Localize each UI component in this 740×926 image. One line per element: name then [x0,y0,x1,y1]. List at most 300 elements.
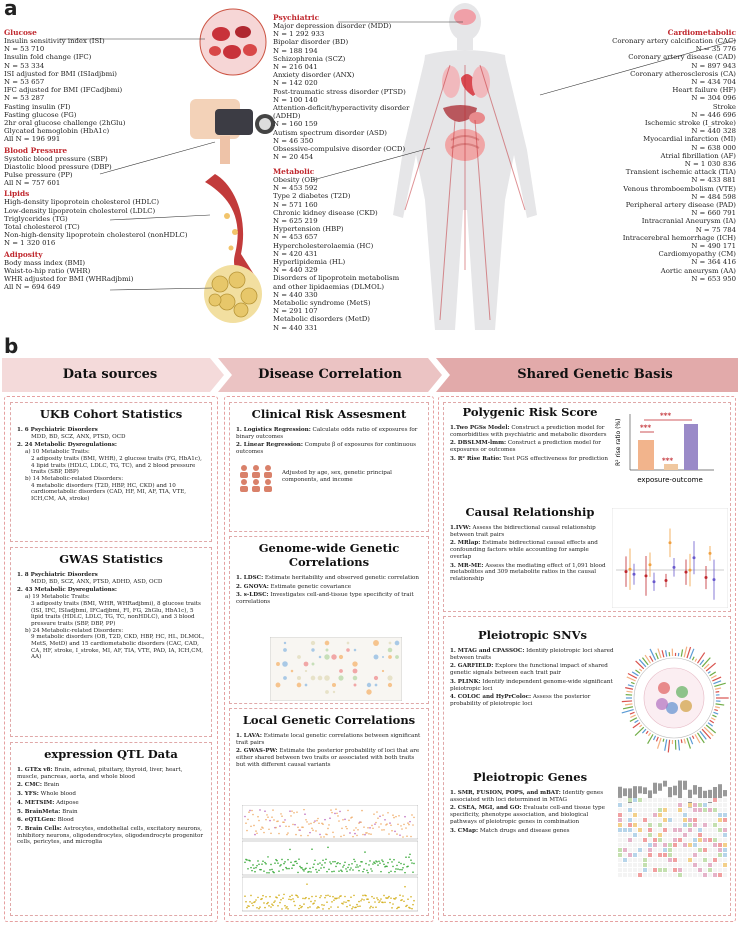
people-icon [236,462,276,492]
gene-cell [698,838,702,842]
manhattan-point [363,826,365,828]
adjust-note-row [236,462,422,492]
manhattan-point [281,859,283,861]
text-line: N = 446 696 [691,110,736,119]
gene-cell [648,798,652,802]
manhattan-point [343,864,345,866]
section-lines [450,525,610,583]
manhattan-point [395,897,397,899]
circos-tick [708,723,713,726]
manhattan-point [283,821,285,823]
manhattan-point [287,859,289,861]
text-line: 2. Linear Regression: Compute β of exposures for continuous outcomes [236,442,416,456]
manhattan-point [383,829,385,831]
gene-cell [663,838,667,842]
heatmap-dot [353,676,358,681]
gene-cell [713,828,717,832]
text-line: N = 653 950 [691,274,736,283]
manhattan-point [333,899,335,901]
circos-tick [716,704,725,705]
gene-cell [643,868,647,872]
gene-cell [678,873,682,877]
text-line: 9 metabolic disorders (OB, T2D, CKD, HBP, HC, HL, DLMOL, MetS, MetD) and 15 cardiometabolic disorders (CAC, CAD, CA, HF, stroke, I_stroke, MI, AF, TIA, VTE, PAD, IA, ICH,CM, AA) [31,634,205,661]
manhattan-point [309,868,311,870]
section-lines [236,733,422,769]
manhattan-point [266,814,268,816]
text-line: N = 638 000 [691,143,736,152]
group-lines [273,176,433,332]
gene-cell [653,843,657,847]
section-title: Causal Relationship [465,505,595,519]
gene-cell [723,828,727,832]
manhattan-point [333,871,335,873]
gene-cell [678,833,682,837]
gene-cell [638,818,642,822]
heatmap-dot [339,655,343,659]
gene-cell [718,813,722,817]
heatmap-dot [382,670,384,672]
manhattan-point [256,832,258,834]
gene-bar [683,781,687,790]
text-line: N = 53 657 [4,78,45,87]
circos-tick [702,729,711,739]
heatmap-dot [375,684,378,687]
text-line: N = 625 219 [273,217,318,226]
heatmap-dot [339,669,343,673]
heatmap-dot [324,675,330,681]
gene-cell [648,873,652,877]
text-line: Body mass index (BMI) [4,258,86,267]
heatmap-bg [270,637,402,701]
manhattan-point [293,812,295,814]
manhattan-point [327,828,329,830]
manhattan-point [389,902,391,904]
text-line: Fasting insulin (FI) [4,102,71,111]
gene-cell [638,863,642,867]
text-line: 1. GTEx v8: Brain, adrenal, pituitary, thyroid, liver, heart, muscle, pancreas, aorta, and whole blood [17,767,183,780]
manhattan-point [287,908,289,910]
gene-cell [678,798,682,802]
gene-cell [698,808,702,812]
manhattan-point [358,901,360,903]
gene-cell [663,798,667,802]
text-line: 3. YFS: Whole blood [17,791,76,798]
gene-cell [713,873,717,877]
gene-cell [623,838,627,842]
manhattan-point [262,895,264,897]
manhattan-point [314,859,316,861]
gene-cell [713,858,717,862]
manhattan-point [319,834,321,836]
prs-xlabel: exposure-outcome [637,476,703,484]
gene-cell [713,818,717,822]
manhattan-point [379,862,381,864]
manhattan-point [392,814,394,816]
manhattan-point [303,870,305,872]
gene-cell [678,843,682,847]
text-line: N = 571 160 [273,200,318,209]
manhattan-point [330,906,332,908]
manhattan-point [251,870,253,872]
manhattan-point [308,898,310,900]
manhattan-point [374,823,376,825]
manhattan-point [400,825,402,827]
group-lines [560,37,736,283]
gene-cell [618,838,622,842]
manhattan-point [311,848,313,850]
gene-cell [658,838,662,842]
text-line: N = 420 431 [273,249,318,258]
text-line: Triglycerides (TG) [4,214,68,223]
manhattan-point [277,905,279,907]
gene-cell [683,868,687,872]
text-line: All N = 196 991 [4,135,61,144]
gene-cell [618,853,622,857]
gene-cell [633,848,637,852]
text-line: N = 440 328 [691,127,736,136]
manhattan-point [246,907,248,909]
manhattan-point [261,863,263,865]
gene-cell [673,818,677,822]
gene-cell [648,858,652,862]
text-line: Type 2 diabetes (T2D) [273,192,351,201]
text-line: 5. BrainMeta: Brain [17,808,78,815]
circos-node [676,686,688,698]
manhattan-point [353,895,355,897]
manhattan-point [318,869,320,871]
manhattan-point [404,816,406,818]
manhattan-point [376,861,378,863]
manhattan-point [277,820,279,822]
manhattan-panel [242,805,418,839]
text-line: N = 484 598 [691,192,736,201]
circos-tick [630,718,637,722]
gene-cell [653,798,657,802]
gene-cell [683,858,687,862]
manhattan-point [248,905,250,907]
manhattan-point [384,819,386,821]
manhattan-point [293,864,295,866]
manhattan-point [388,833,390,835]
manhattan-point [279,902,281,904]
text-line: Post-traumatic stress disorder (PTSD) [273,87,406,96]
manhattan-point [257,860,259,862]
gene-cell [618,843,622,847]
heatmap-dot [354,684,357,687]
text-line: Ischemic stroke (I_stroke) [644,119,736,128]
manhattan-point [394,831,396,833]
manhattan-point [303,809,305,811]
manhattan-point [409,907,411,909]
gene-cell [658,803,662,807]
manhattan-point [345,868,347,870]
manhattan-point [322,823,324,825]
section-title: Polygenic Risk Score [462,405,598,419]
gene-cell [703,873,707,877]
gene-cell [698,803,702,807]
causal-section [450,505,610,583]
gene-cell [618,873,622,877]
manhattan-point [366,832,368,834]
gene-cell [718,843,722,847]
circos-tick [658,738,662,749]
prs-star-3: *** [662,456,673,465]
heatmap-dot [374,676,378,680]
manhattan-point [322,860,324,862]
circos-tick [658,649,661,658]
manhattan-point [272,905,274,907]
manhattan-point [314,900,316,902]
manhattan-point [311,896,313,898]
manhattan-point [323,867,325,869]
manhattan-point [332,896,334,898]
manhattan-point [248,811,250,813]
gene-cell [643,853,647,857]
manhattan-point [337,862,339,864]
gene-cell [673,798,677,802]
manhattan-point [267,856,269,858]
forest-point [713,578,716,581]
gene-cell [668,833,672,837]
text-line: N = 434 704 [691,78,736,87]
gene-cell [723,863,727,867]
manhattan-point [328,824,330,826]
section-title: UKB Cohort Statistics [39,407,183,421]
text-line: Coronary artery calcification (CAC) [612,37,736,45]
manhattan-point [288,826,290,828]
gene-cell [668,803,672,807]
manhattan-point [359,865,361,867]
gene-cell [663,803,667,807]
gene-cell [723,808,727,812]
manhattan-point [357,866,359,868]
gene-cell [718,868,722,872]
gene-cell [678,828,682,832]
manhattan-point [244,816,246,818]
gene-cell [678,863,682,867]
manhattan-point [250,825,252,827]
circos-tick [622,701,632,702]
gene-cell [653,858,657,862]
gene-cell [618,848,622,852]
gene-cell [623,843,627,847]
text-line: 4 metabolic disorders (T2D, HBP, HC, CKD) and 10 cardiometabolic disorders (CAD, HF, MI, AF, TIA, VTE, ICH,CM, AA, stroke) [31,482,187,503]
manhattan-point [379,815,381,817]
manhattan-point [288,868,290,870]
manhattan-point [245,901,247,903]
gene-cell [708,833,712,837]
text-line: 1. LAVA: Estimate local genetic correlations between significant trait pairs [236,733,421,746]
circos-tick [656,653,659,659]
manhattan-point [292,824,294,826]
manhattan-point [319,862,321,864]
manhattan-point [367,898,369,900]
manhattan-point [313,863,315,865]
manhattan-point [379,900,381,902]
manhattan-point [251,810,253,812]
group-title: Glucose [4,28,37,37]
gene-matrix-thumbnail [614,774,730,882]
text-line: MDD, BD, SCZ, ANX, PTSD, ADHD, ASD, OCD [31,578,163,585]
text-line: Hyperlipidemia (HL) [273,258,346,267]
header-shared-genetic-basis: Shared Genetic Basis [517,367,673,382]
circos-tick [714,683,725,686]
gene-cell [638,813,642,817]
manhattan-point [314,820,316,822]
prs-bar-3 [684,424,698,470]
manhattan-point [275,827,277,829]
manhattan-point [247,819,249,821]
gene-cell [678,808,682,812]
gene-cell [688,843,692,847]
text-line: All N = 757 601 [4,179,61,188]
text-line: ISI adjusted for BMI (ISIadjbmi) [4,69,117,78]
gene-cell [648,838,652,842]
gene-cell [678,823,682,827]
gene-cell [633,843,637,847]
gene-bar [638,786,642,793]
manhattan-point [345,901,347,903]
manhattan-point [391,907,393,909]
gene-cell [693,868,697,872]
manhattan-point [246,830,248,832]
manhattan-point [413,817,415,819]
gene-cell [708,823,712,827]
gene-cell [688,808,692,812]
manhattan-point [252,814,254,816]
group-title: Blood Pressure [4,145,68,155]
gene-cell [708,838,712,842]
text-line: 1. 8 Psychiatric Disorders [17,572,98,578]
manhattan-point [316,820,318,822]
manhattan-point [253,867,255,869]
gene-cell [623,863,627,867]
manhattan-point [390,870,392,872]
heatmap-dot [312,663,315,666]
gene-cell [668,843,672,847]
text-line: 2. GWAS-PW: Estimate the posterior probability of loci that are either shared between two traits or associated with both traits but with different causal variants [236,748,420,768]
text-line: Aortic aneurysm (AA) [660,266,736,275]
text-line: 2. CMC: Brain [17,782,60,789]
circos-tick [630,712,635,714]
gene-bar [693,785,697,794]
circos-tick [695,659,697,662]
gene-cell [628,843,632,847]
manhattan-point [335,808,337,810]
text-line: 6. eQTLGen: Blood [17,817,74,824]
circos-tick [712,715,716,717]
gene-cell [713,853,717,857]
manhattan-point [349,832,351,834]
heatmap-dot [366,689,371,694]
manhattan-point [306,883,308,885]
gene-cell [688,833,692,837]
gene-cell [713,833,717,837]
manhattan-point [269,820,271,822]
gene-cell [698,818,702,822]
gene-bar [713,787,717,798]
manhattan-point [315,830,317,832]
section-lines [236,427,422,456]
manhattan-point [294,824,296,826]
gene-cell [673,853,677,857]
manhattan-point [403,900,405,902]
manhattan-point [404,886,406,888]
gene-cell [628,813,632,817]
manhattan-point [306,821,308,823]
gene-cell [623,828,627,832]
gene-cell [668,853,672,857]
circos-tick [646,731,648,734]
gene-cell [653,828,657,832]
manhattan-point [367,872,369,874]
manhattan-point [335,866,337,868]
manhattan-point [340,895,342,897]
gene-cell [678,838,682,842]
gene-bar [618,787,622,798]
manhattan-point [284,861,286,863]
text-line: IFC adjusted for BMI (IFCadjbmi) [4,86,123,95]
circos-tick [628,685,634,687]
section-title: Genome-wide Genetic Correlations [258,541,400,569]
gene-cell [678,818,682,822]
manhattan-point [410,836,412,838]
manhattan-point [312,867,314,869]
text-line: 4. COLOC and HyPrColoc: Assess the posterior probability of pleiotropic loci [450,694,591,707]
heatmap-dot [305,684,308,687]
manhattan-point [407,866,409,868]
circos-tick [635,727,644,735]
manhattan-point [393,859,395,861]
manhattan-point [368,902,370,904]
gene-cell [718,828,722,832]
gene-cell [673,863,677,867]
gene-cell [713,823,717,827]
manhattan-point [266,872,268,874]
gene-cell [648,833,652,837]
panel-b-label: b [4,334,19,358]
text-line: Schizophrenia (SCZ) [273,54,346,63]
manhattan-point [263,870,265,872]
manhattan-point [326,871,328,873]
manhattan-point [351,908,353,910]
manhattan-point [410,859,412,861]
gene-cell [683,833,687,837]
manhattan-point [338,820,340,822]
text-line: Total cholesterol (TC) [4,223,80,232]
manhattan-point [276,897,278,899]
gene-cell [663,823,667,827]
text-line: Waist-to-hip ratio (WHR) [4,266,91,275]
gene-cell [718,863,722,867]
text-line: 1.IVW: Assess the bidirectional causal relationship between trait pairs [450,525,596,538]
manhattan-point [310,901,312,903]
manhattan-point [278,894,280,896]
text-line: 1. Logistics Regression: Calculate odds ratio of exposures for binary outcomes [236,427,418,440]
gene-cell [703,853,707,857]
gene-cell [648,803,652,807]
gene-cell [658,863,662,867]
manhattan-point [396,833,398,835]
gene-cell [693,833,697,837]
manhattan-point [265,896,267,898]
manhattan-point [258,863,260,865]
gene-cell [658,868,662,872]
gene-cell [668,873,672,877]
manhattan-point [292,898,294,900]
gene-cell [658,843,662,847]
manhattan-point [320,895,322,897]
